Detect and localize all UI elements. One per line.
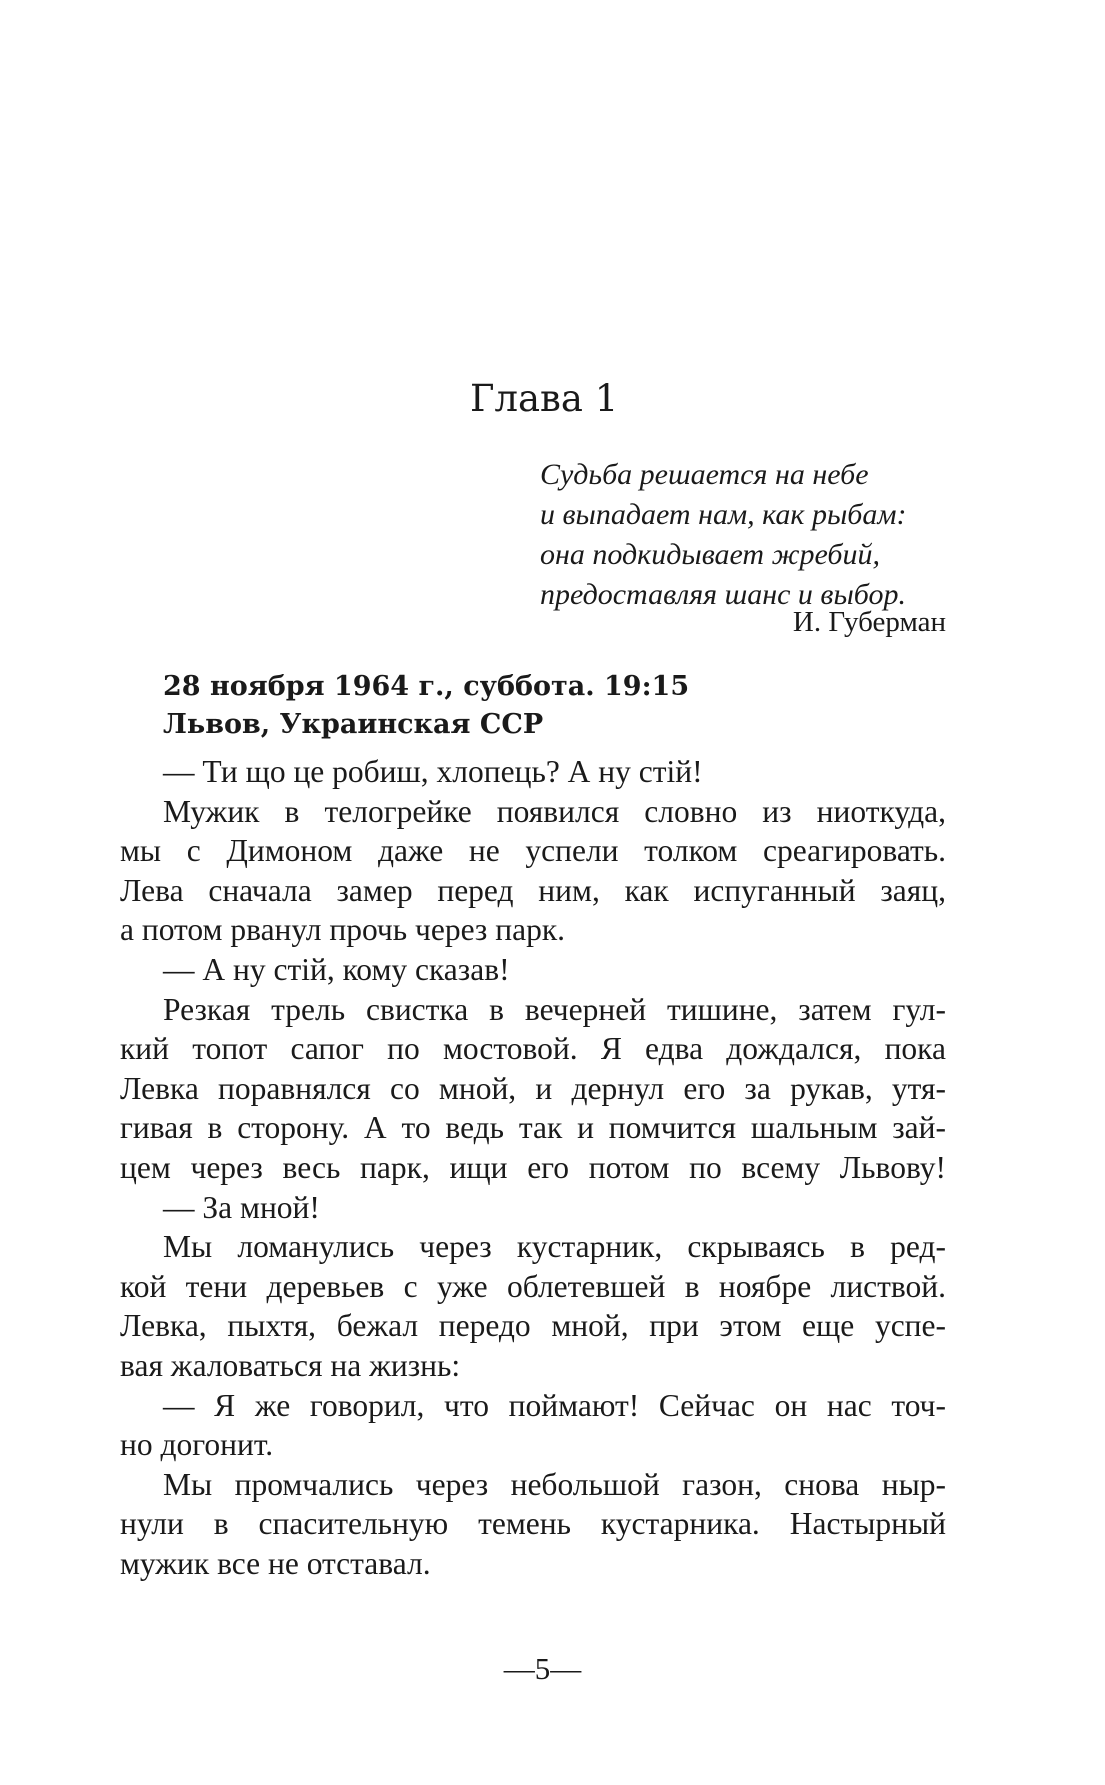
epigraph-line: и выпадает нам, как рыбам: bbox=[540, 498, 907, 531]
text-line: Левка, пыхтя, бежал передо мной, при этом еще успе- bbox=[120, 1308, 946, 1344]
scene-heading bbox=[163, 668, 689, 744]
text-line: Левка поравнялся со мной, и дернул его за рукав, утя- bbox=[120, 1070, 946, 1106]
text-line: кой тени деревьев с уже облетевшей в ноябре листвой. bbox=[120, 1268, 946, 1304]
chapter-title: Глава 1 bbox=[470, 377, 619, 420]
text-line: вая жаловаться на жизнь: bbox=[120, 1347, 461, 1383]
text-line: цем через весь парк, ищи его потом по всему Львову! bbox=[120, 1149, 946, 1185]
text-line: мы с Димоном даже не успели толком среагировать. bbox=[120, 833, 946, 869]
text-line: Резкая трель свистка в вечерней тишине, затем гул- bbox=[163, 991, 946, 1027]
text-line: — Я же говорил, что поймают! Сейчас он нас точ- bbox=[163, 1387, 946, 1423]
text-line: гивая в сторону. А то ведь так и помчится шальным зай- bbox=[120, 1110, 946, 1146]
scene-heading-place: Львов, Украинская ССР bbox=[163, 709, 544, 740]
text-line: Мужик в телогрейке появился словно из ниоткуда, bbox=[163, 793, 946, 829]
text-line: — А ну стій, кому сказав! bbox=[163, 951, 510, 987]
epigraph bbox=[540, 455, 950, 615]
text-line: а потом рванул прочь через парк. bbox=[120, 912, 566, 948]
body-text bbox=[120, 752, 946, 1583]
epigraph-line: предоставляя шанс и выбор. bbox=[540, 578, 906, 611]
text-line: Лева сначала замер перед ним, как испуганный заяц, bbox=[120, 872, 946, 908]
text-line: кий топот сапог по мостовой. Я едва дождался, пока bbox=[120, 1031, 946, 1067]
epigraph-line: Судьба решается на небе bbox=[540, 458, 869, 491]
text-line: нули в спасительную темень кустарника. Настырный bbox=[120, 1506, 946, 1542]
text-line: Мы ломанулись через кустарник, скрываясь в ред- bbox=[163, 1229, 946, 1265]
text-line: Мы промчались через небольшой газон, снова ныр- bbox=[163, 1466, 946, 1502]
text-line: — Ти що це робиш, хлопець? А ну стій! bbox=[163, 754, 703, 789]
page-number: —5— bbox=[503, 1651, 582, 1686]
epigraph-line: она подкидывает жребий, bbox=[540, 538, 881, 571]
epigraph-author: И. Губерман bbox=[792, 606, 946, 638]
text-line: — За мной! bbox=[163, 1189, 320, 1225]
scene-heading-date: 28 ноября 1964 г., суббота. 19:15 bbox=[163, 671, 690, 702]
text-line: мужик все не отставал. bbox=[120, 1545, 431, 1581]
text-line: но догонит. bbox=[120, 1427, 274, 1463]
